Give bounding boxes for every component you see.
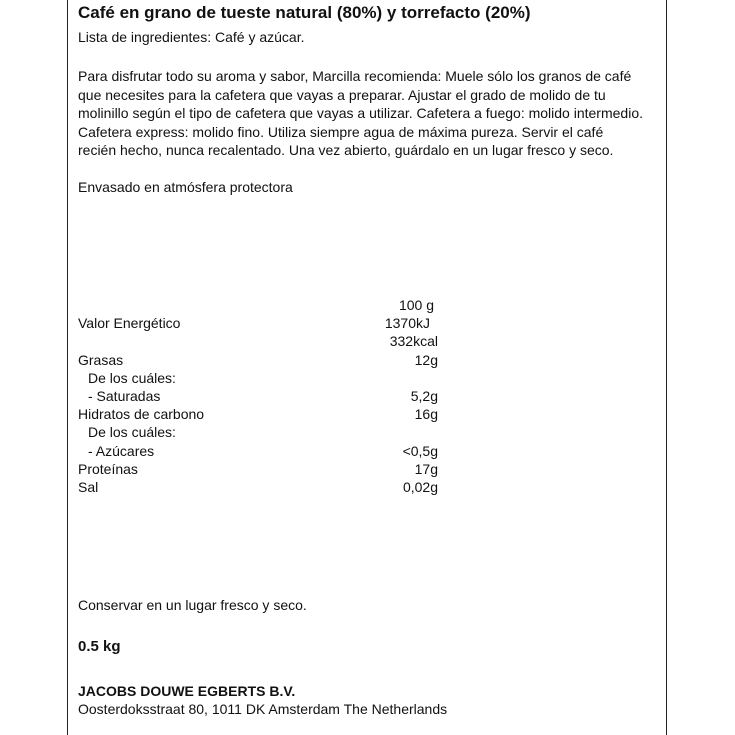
nutrient-value: 16g [414,406,438,423]
nutrient-label: De los cuáles: [88,369,176,386]
nutrient-label: Hidratos de carbono [78,406,205,423]
nutrition-row [78,460,438,478]
nutrition-row [78,423,438,441]
nutrition-row [78,387,438,405]
company-name: JACOBS DOUWE EGBERTS B.V. [78,683,296,699]
preparation-instructions: Para disfrutar todo su aroma y sabor, Marcilla recomienda: Muele sólo los granos de café que necesites para la cafetera que vayas a preparar. Ajustar el grado de molido de tu molinillo según el tipo de cafetera que vayas a utilizar. Cafetera a fuego: molido intermedio. Cafetera express: molido fino. Utiliza siempre agua de máxima pureza. Servir el café recién hecho, nunca recalentado. Una vez abierto, guárdalo en un lugar fresco y seco. [78,68,643,158]
energy-label: Valor Energético [78,315,181,332]
nutrient-label: Grasas [78,351,124,368]
nutrient-label: Proteínas [78,460,138,477]
storage-note: Conservar en un lugar fresco y seco. [78,597,307,613]
nutrient-label: - Saturadas [88,387,161,404]
company-address: Oosterdoksstraat 80, 1011 DK Amsterdam The Netherlands [78,701,448,717]
nutrition-row [78,442,438,460]
nutrition-kcal-row [78,332,438,350]
nutrition-energy-row [78,314,438,332]
ingredients-list: Lista de ingredientes: Café y azúcar. [78,29,305,45]
nutrition-row [78,478,438,496]
energy-kcal: 332kcal [389,333,438,350]
nutrient-label: Sal [78,478,99,495]
energy-kj: 1370kJ [384,315,430,332]
nutrition-header-row [78,296,438,314]
packaging-note: Envasado en atmósfera protectora [78,179,293,195]
nutrition-row [78,351,438,369]
nutrition-row [78,405,438,423]
nutrient-value: 5,2g [410,387,438,404]
nutrient-value: 0,02g [402,478,438,495]
nutrient-value: 12g [414,351,438,368]
nutrition-row [78,369,438,387]
nutrient-label: - Azúcares [88,442,155,459]
nutrition-table [78,296,438,496]
product-title: Café en grano de tueste natural (80%) y torrefacto (20%) [78,3,531,22]
net-weight: 0.5 kg [78,638,121,655]
nutrient-value: 17g [414,460,438,477]
nutrient-label: De los cuáles: [88,424,176,441]
nutrition-header: 100 g [398,297,434,313]
nutrient-value: <0,5g [402,442,438,459]
